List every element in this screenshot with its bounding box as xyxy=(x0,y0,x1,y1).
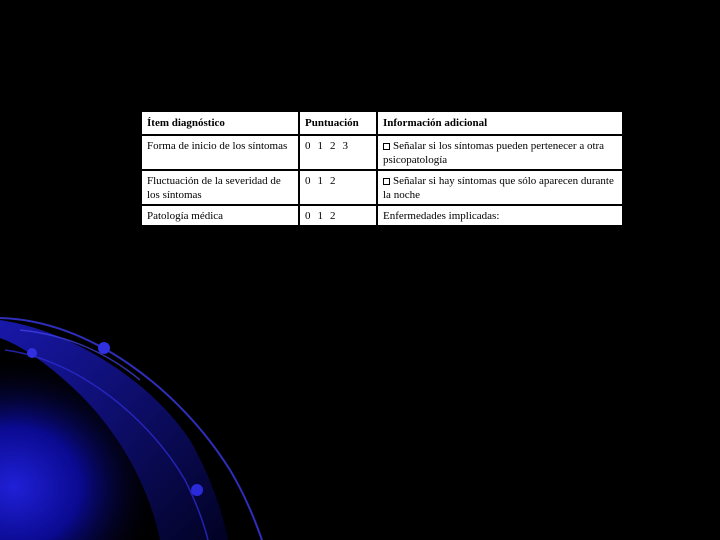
table-header-row xyxy=(141,111,623,135)
info-cell xyxy=(377,135,623,170)
score-option: 0 xyxy=(305,210,311,222)
score-option: 0 xyxy=(305,140,311,152)
swirl-dot-2 xyxy=(98,342,110,354)
info-text: Señalar si los síntomas pueden pertenecer a otra psicopatología xyxy=(383,140,605,166)
info-cell xyxy=(377,170,623,205)
score-cell xyxy=(299,135,377,170)
score-option: 2 xyxy=(330,210,336,222)
item-cell: Forma de inicio de los síntomas xyxy=(141,135,299,170)
diagnostic-table xyxy=(140,110,624,227)
header-item: Ítem diagnóstico xyxy=(141,111,299,135)
item-cell: Patología médica xyxy=(141,205,299,226)
score-cell xyxy=(299,170,377,205)
checkbox-icon xyxy=(383,143,390,150)
swirl-dot-3 xyxy=(191,484,203,496)
header-info: Información adicional xyxy=(377,111,623,135)
score-option: 1 xyxy=(317,140,323,152)
score-option: 1 xyxy=(317,210,323,222)
diagnostic-table-container xyxy=(140,110,622,227)
info-cell: Enfermedades implicadas: xyxy=(377,205,623,226)
score-option: 3 xyxy=(342,140,348,152)
score-cell xyxy=(299,205,377,226)
score-option: 0 xyxy=(305,175,311,187)
table-row xyxy=(141,135,623,170)
table-row xyxy=(141,170,623,205)
score-option: 2 xyxy=(330,140,336,152)
score-option: 2 xyxy=(330,175,336,187)
table-row xyxy=(141,205,623,226)
info-text: Señalar si hay síntomas que sólo aparecen durante la noche xyxy=(383,175,614,201)
score-option: 1 xyxy=(317,175,323,187)
checkbox-icon xyxy=(383,178,390,185)
swirl-dot-1 xyxy=(27,348,37,358)
header-score: Puntuación xyxy=(299,111,377,135)
item-cell: Fluctuación de la severidad de los síntomas xyxy=(141,170,299,205)
